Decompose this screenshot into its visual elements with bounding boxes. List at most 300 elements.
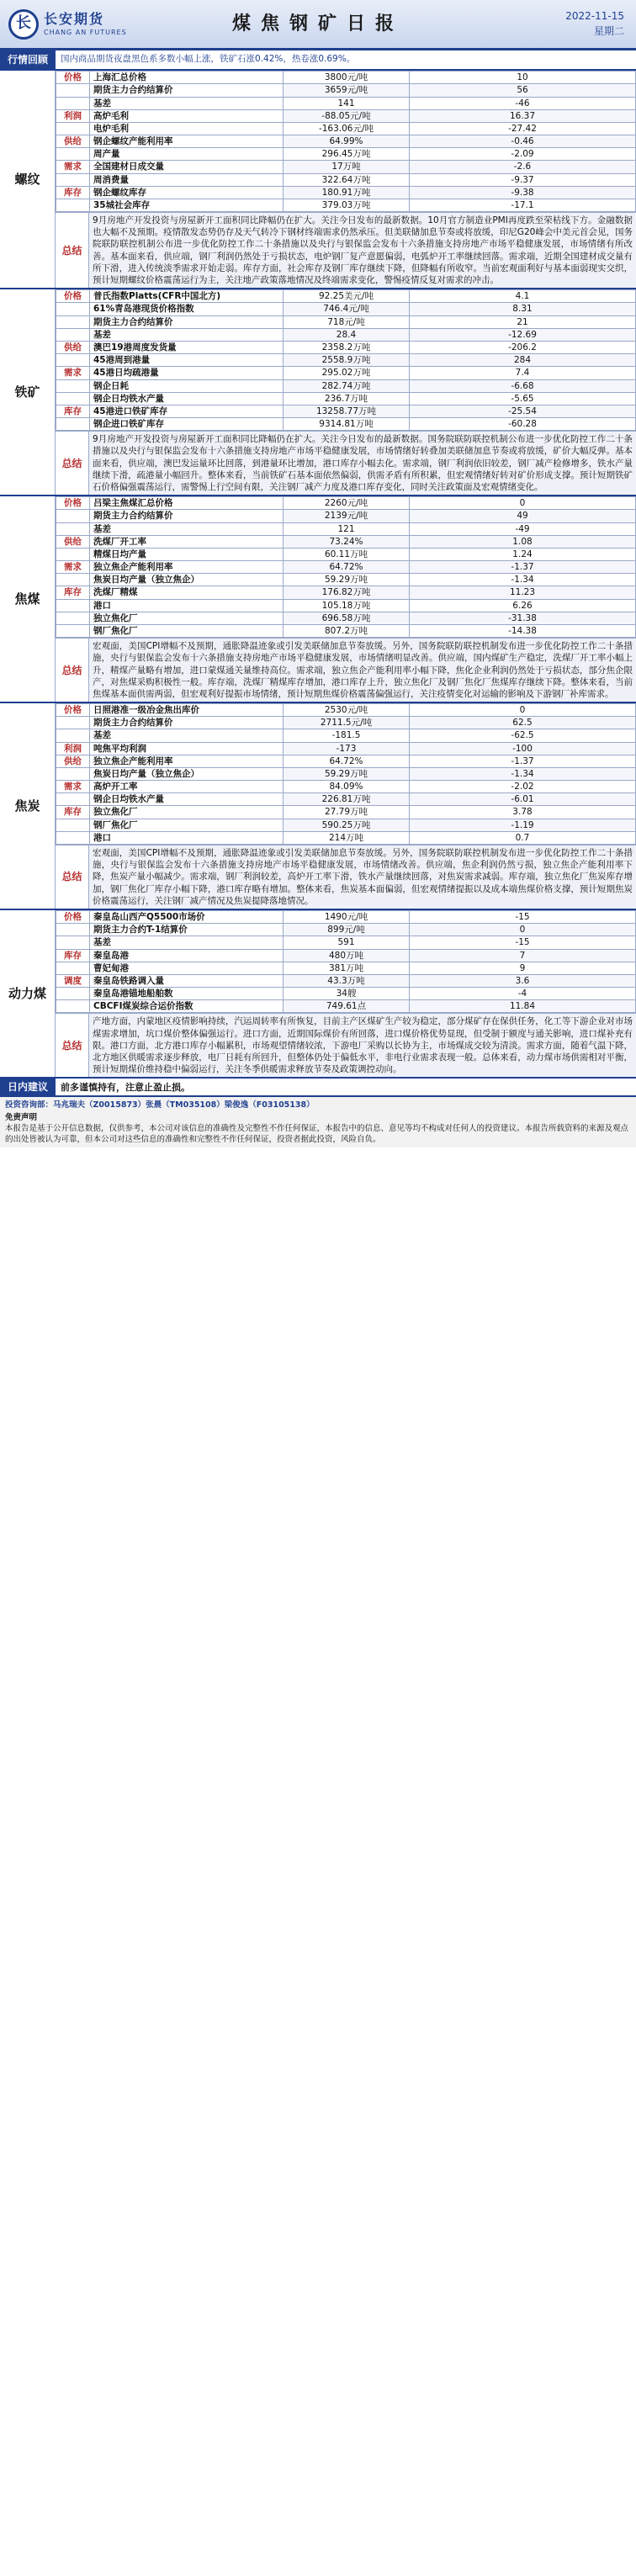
indicator-value: 591 <box>284 936 410 949</box>
indicator-change: -1.34 <box>410 767 636 780</box>
table-row <box>56 717 636 729</box>
row-group: 价格 <box>56 72 90 84</box>
row-group: 库存 <box>56 949 90 962</box>
row-group <box>56 354 90 367</box>
table-row <box>56 911 636 924</box>
row-group <box>56 122 90 135</box>
indicator-change: 6.26 <box>410 599 636 612</box>
intraday-advice-label: 日内建议 <box>0 1079 56 1095</box>
section-summary <box>56 212 636 288</box>
indicator-value: 696.58万吨 <box>284 612 410 624</box>
row-group <box>56 379 90 392</box>
weekday-text: 星期二 <box>593 25 624 37</box>
indicator-change: -4 <box>410 988 636 1000</box>
section-4 <box>0 910 636 1079</box>
table-row <box>56 497 636 510</box>
indicator-name: 基差 <box>90 729 284 742</box>
indicator-value: 322.64万吨 <box>284 173 410 186</box>
indicator-change: -14.38 <box>410 624 636 637</box>
indicator-name: 35城社会库存 <box>90 199 284 211</box>
date-text: 2022-11-15 <box>565 10 624 22</box>
row-group <box>56 793 90 806</box>
indicator-change: -62.5 <box>410 729 636 742</box>
table-row <box>56 949 636 962</box>
intraday-advice <box>0 1079 636 1097</box>
indicator-name: CBCFI煤炭综合运价指数 <box>90 1000 284 1013</box>
table-row <box>56 161 636 173</box>
indicator-change: -5.65 <box>410 392 636 405</box>
row-group <box>56 315 90 328</box>
indicator-value: 2260元/吨 <box>284 497 410 510</box>
indicator-change: -100 <box>410 742 636 755</box>
row-group: 供给 <box>56 755 90 767</box>
table-row <box>56 742 636 755</box>
table-row <box>56 988 636 1000</box>
indicator-value: 746.4元/吨 <box>284 303 410 315</box>
table-row <box>56 586 636 599</box>
indicator-value: 296.45万吨 <box>284 148 410 161</box>
section-0 <box>0 71 636 289</box>
indicator-table <box>56 910 636 1013</box>
indicator-value: 236.7万吨 <box>284 392 410 405</box>
indicator-name: 秦皇岛港锚地船舶数 <box>90 988 284 1000</box>
table-row <box>56 574 636 586</box>
section-3 <box>0 703 636 910</box>
indicator-value: 3659元/吨 <box>284 84 410 97</box>
indicator-change: -9.38 <box>410 186 636 199</box>
indicator-table <box>56 289 636 431</box>
row-group: 价格 <box>56 497 90 510</box>
indicator-name: 45港日均疏港量 <box>90 367 284 379</box>
indicator-value: 2358.2万吨 <box>284 341 410 353</box>
indicator-value: 13258.77万吨 <box>284 405 410 417</box>
table-row <box>56 354 636 367</box>
indicator-value: 27.79万吨 <box>284 806 410 819</box>
indicator-change: -6.68 <box>410 379 636 392</box>
table-row <box>56 974 636 987</box>
indicator-value: 749.61点 <box>284 1000 410 1013</box>
table-row <box>56 418 636 431</box>
report-title: 煤焦钢矿日报 <box>231 13 404 34</box>
section-name: 螺纹 <box>0 71 56 288</box>
summary-label: 总结 <box>56 639 89 702</box>
indicator-value: 899元/吨 <box>284 924 410 936</box>
section-name: 焦炭 <box>0 703 56 909</box>
indicator-change: -15 <box>410 936 636 949</box>
indicator-value: 105.18万吨 <box>284 599 410 612</box>
indicator-change: 62.5 <box>410 717 636 729</box>
indicator-name: 高炉开工率 <box>90 781 284 793</box>
indicator-change: 8.31 <box>410 303 636 315</box>
indicator-name: 电炉毛利 <box>90 122 284 135</box>
table-row <box>56 290 636 303</box>
indicator-name: 钢企进口铁矿库存 <box>90 418 284 431</box>
indicator-value: 379.03万吨 <box>284 199 410 211</box>
table-row <box>56 819 636 831</box>
table-row <box>56 561 636 574</box>
summary-text: 宏观面，美国CPI增幅不及预期，通胀降温迹象或引发美联储加息节奏放缓。另外，国务院联防联控机制发布进一步优化防控工作二十条措施，央行与银保监会发布十六条措施支持房地产市场平稳健康发展，市场情绪改善。供应端，焦企利润仍然亏损，独立焦企产能利用率下降，焦炭产量小幅减少。需求端，钢厂利润较差，高炉开工率下滑，铁水产量继续回落，对焦炭需求减弱。库存端，独立焦化厂焦炭库存增加，钢厂焦化厂库存小幅下降，港口库存略有增加。整体来看，焦炭基本面偏弱，但宏观情绪提振以及成本端焦煤价格支撑，预计短期焦炭价格震荡运行，关注钢厂减产情况及焦炭提降落地情况。 <box>89 845 636 909</box>
table-row <box>56 392 636 405</box>
indicator-change: -17.1 <box>410 199 636 211</box>
indicator-change: 0 <box>410 497 636 510</box>
row-group <box>56 962 90 974</box>
indicator-value: -181.5 <box>284 729 410 742</box>
summary-text: 产地方面，内蒙地区疫情影响持续，汽运周转率有所恢复，目前主产区煤矿生产较为稳定，部分煤矿存在保供任务，化工等下游企业对市场煤需求增加，坑口煤价整体偏强运行。进口方面，近期国际煤价有所回落，进口煤价格优势显现，但受制于额度与通关影响，进口煤补充有限。港口方面，北方港口库存小幅累积，市场观望情绪较浓，下游电厂采购以长协为主，市场煤成交较为清淡。需求方面，随着气温下降，北方地区供暖需求逐步释放，电厂日耗有所回升，但整体仍处于偏低水平，非电行业需求表现一般。总体来看，动力煤市场供需相对平衡，预计短期煤价维持稳中偏弱运行，关注冬季供暖需求释放节奏及政策调控动向。 <box>89 1014 636 1077</box>
table-row <box>56 510 636 522</box>
row-group <box>56 831 90 844</box>
table-row <box>56 831 636 844</box>
indicator-name: 焦炭日均产量（独立焦企） <box>90 574 284 586</box>
indicator-change: -46 <box>410 97 636 109</box>
indicator-change: -0.46 <box>410 135 636 148</box>
indicator-change: -9.37 <box>410 173 636 186</box>
indicator-change: 0 <box>410 704 636 717</box>
indicator-value: 176.82万吨 <box>284 586 410 599</box>
indicator-value: 17万吨 <box>284 161 410 173</box>
indicator-name: 上海汇总价格 <box>90 72 284 84</box>
row-group <box>56 767 90 780</box>
indicator-name: 基差 <box>90 328 284 341</box>
indicator-name: 秦皇岛山西产Q5500市场价 <box>90 911 284 924</box>
table-row <box>56 704 636 717</box>
row-group <box>56 199 90 211</box>
section-summary <box>56 431 636 495</box>
indicator-value: 718元/吨 <box>284 315 410 328</box>
indicator-name: 周产量 <box>90 148 284 161</box>
indicator-value: 9314.81万吨 <box>284 418 410 431</box>
row-group: 供给 <box>56 341 90 353</box>
intraday-advice-text: 前多谨慎持有，注意止盈止损。 <box>61 1082 190 1094</box>
disclaimer-title: 免责声明 <box>5 1113 38 1123</box>
indicator-name: 钢企日均铁水产量 <box>90 392 284 405</box>
row-group <box>56 97 90 109</box>
indicator-change: -2.6 <box>410 161 636 173</box>
indicator-name: 港口 <box>90 831 284 844</box>
indicator-name: 期货主力合约T-1结算价 <box>90 924 284 936</box>
report-footer <box>0 1097 636 1148</box>
summary-label: 总结 <box>56 845 89 909</box>
indicator-name: 港口 <box>90 599 284 612</box>
indicator-name: 61%青岛港现货价格指数 <box>90 303 284 315</box>
indicator-value: 214万吨 <box>284 831 410 844</box>
indicator-value: 64.72% <box>284 755 410 767</box>
table-row <box>56 806 636 819</box>
indicator-change: -15 <box>410 911 636 924</box>
indicator-value: 2139元/吨 <box>284 510 410 522</box>
report-header <box>0 0 636 50</box>
indicator-change: -49 <box>410 522 636 535</box>
indicator-name: 独立焦企产能利用率 <box>90 561 284 574</box>
indicator-change: 10 <box>410 72 636 84</box>
indicator-name: 钢企日耗 <box>90 379 284 392</box>
indicator-name: 期货主力合约结算价 <box>90 717 284 729</box>
table-row <box>56 793 636 806</box>
table-row <box>56 755 636 767</box>
logo-name-en: CHANG AN FUTURES <box>44 28 127 36</box>
market-review <box>0 50 636 71</box>
indicator-change: -2.09 <box>410 148 636 161</box>
row-group <box>56 148 90 161</box>
indicator-change: -12.69 <box>410 328 636 341</box>
market-review-label: 行情回顾 <box>0 50 56 69</box>
row-group <box>56 717 90 729</box>
row-group <box>56 819 90 831</box>
commodity-sections <box>0 71 636 1079</box>
row-group: 价格 <box>56 290 90 303</box>
summary-label: 总结 <box>56 1014 89 1077</box>
table-row <box>56 1000 636 1013</box>
indicator-change: 1.24 <box>410 548 636 560</box>
indicator-name: 钢企日均铁水产量 <box>90 793 284 806</box>
table-row <box>56 599 636 612</box>
contact-line: 投资咨询部：马兆瑞夫（Z0015873）张晨（TM035108）梁俊逸（F03105138） <box>5 1100 315 1110</box>
section-2 <box>0 496 636 703</box>
indicator-change: -1.37 <box>410 561 636 574</box>
indicator-name: 基差 <box>90 522 284 535</box>
indicator-name: 曹妃甸港 <box>90 962 284 974</box>
indicator-change: 16.37 <box>410 109 636 122</box>
indicator-value: -173 <box>284 742 410 755</box>
table-row <box>56 328 636 341</box>
indicator-change: 11.84 <box>410 1000 636 1013</box>
indicator-value: 295.02万吨 <box>284 367 410 379</box>
row-group <box>56 1000 90 1013</box>
row-group <box>56 924 90 936</box>
indicator-change: 7 <box>410 949 636 962</box>
indicator-change: 21 <box>410 315 636 328</box>
table-row <box>56 936 636 949</box>
indicator-value: 381万吨 <box>284 962 410 974</box>
indicator-change: 0.7 <box>410 831 636 844</box>
indicator-value: 480万吨 <box>284 949 410 962</box>
indicator-table <box>56 496 636 638</box>
row-group: 调度 <box>56 974 90 987</box>
table-row <box>56 303 636 315</box>
indicator-change: -25.54 <box>410 405 636 417</box>
indicator-table <box>56 703 636 845</box>
indicator-name: 精煤日均产量 <box>90 548 284 560</box>
row-group: 库存 <box>56 186 90 199</box>
indicator-name: 吨焦平均利润 <box>90 742 284 755</box>
indicator-value: -88.05元/吨 <box>284 109 410 122</box>
row-group <box>56 936 90 949</box>
indicator-name: 周消费量 <box>90 173 284 186</box>
row-group: 供给 <box>56 135 90 148</box>
indicator-value: 1490元/吨 <box>284 911 410 924</box>
report-date <box>565 8 624 39</box>
row-group: 需求 <box>56 161 90 173</box>
summary-text: 9月房地产开发投资与房屋新开工面积同比降幅仍在扩大。关注今日发布的最新数据。国务院联防联控机制公布进一步优化防控工作二十条措施以及央行与银保监会发布十六条措施支持房地产市场平稳健康发展，市场情绪好转叠加美联储加息节奏或将放缓，矿价大幅反弹。基本面来看，供应端，澳巴发运量环比回落，到港量环比增加，港口库存小幅去化。需求端，钢厂利润依旧较差，钢厂减产检修增多，铁水产量继续下滑，疏港量小幅回升。整体来看，当前铁矿石基本面依然偏弱，供需矛盾有所积累，但宏观情绪好转对矿价形成支撑。预计短期铁矿石价格偏强震荡运行，需警惕上行空间有限，关注钢厂减产力度及港口库存变化，同时关注政策面及宏观情绪变化。 <box>89 432 636 495</box>
section-summary <box>56 638 636 702</box>
indicator-change: -31.38 <box>410 612 636 624</box>
row-group: 利润 <box>56 109 90 122</box>
indicator-name: 秦皇岛铁路调入量 <box>90 974 284 987</box>
indicator-value: 59.29万吨 <box>284 767 410 780</box>
indicator-change: 4.1 <box>410 290 636 303</box>
table-row <box>56 781 636 793</box>
row-group: 需求 <box>56 367 90 379</box>
summary-text: 宏观面，美国CPI增幅不及预期，通胀降温迹象或引发美联储加息节奏放缓。另外，国务院联防联控机制发布进一步优化防控工作二十条措施，央行与银保监会发布十六条措施支持房地产市场平稳健康发展，市场情绪明显改善。供应端，国内煤矿生产稳定，洗煤厂开工率小幅上升，精煤产量略有增加，进口蒙煤通关量维持高位。需求端，独立焦企产能利用率小幅下降，焦化企业利润仍然处于亏损状态，部分焦企限产，对焦煤采购积极性一般。库存端，洗煤厂精煤库存增加，港口库存上升，独立焦化厂及钢厂焦化厂焦煤库存继续下降。整体来看，当前焦煤基本面供需两弱，但宏观利好提振市场情绪，预计短期焦煤价格震荡偏强运行，关注疫情变化对运输的影响及下游钢厂补库需求。 <box>89 639 636 702</box>
table-row <box>56 148 636 161</box>
row-group <box>56 328 90 341</box>
table-row <box>56 122 636 135</box>
table-row <box>56 173 636 186</box>
indicator-name: 澳巴19港周度发货量 <box>90 341 284 353</box>
logo-name-cn: 长安期货 <box>44 11 105 28</box>
table-row <box>56 535 636 548</box>
table-row <box>56 612 636 624</box>
table-row <box>56 72 636 84</box>
indicator-name: 洗煤厂精煤 <box>90 586 284 599</box>
indicator-name: 吕梁主焦煤汇总价格 <box>90 497 284 510</box>
indicator-name: 普氏指数Platts(CFR中国北方) <box>90 290 284 303</box>
table-row <box>56 315 636 328</box>
indicator-value: 92.25美元/吨 <box>284 290 410 303</box>
indicator-value: 2530元/吨 <box>284 704 410 717</box>
disclaimer-text: 本报告是基于公开信息数据，仅供参考，本公司对该信息的准确性及完整性不作任何保证，本报告中的信息、意见等均不构成对任何人的投资建议。本报告所载资料的来源及观点的出处皆被认为可靠，但本公司对这些信息的准确性和完整性不作任何保证，投资者据此投资，风险自负。 <box>5 1124 629 1145</box>
market-review-text: 国内商品期货夜盘黑色系多数小幅上涨，铁矿石涨0.42%，热卷涨0.69%。 <box>61 54 356 64</box>
table-row <box>56 379 636 392</box>
table-row <box>56 767 636 780</box>
row-group <box>56 729 90 742</box>
indicator-value: 180.91万吨 <box>284 186 410 199</box>
table-row <box>56 135 636 148</box>
indicator-change: -6.01 <box>410 793 636 806</box>
indicator-change: 56 <box>410 84 636 97</box>
row-group: 需求 <box>56 781 90 793</box>
table-row <box>56 924 636 936</box>
indicator-value: 2558.9万吨 <box>284 354 410 367</box>
row-group <box>56 392 90 405</box>
table-row <box>56 341 636 353</box>
indicator-name: 期货主力合约结算价 <box>90 315 284 328</box>
indicator-name: 全国建材日成交量 <box>90 161 284 173</box>
indicator-name: 45港进口铁矿库存 <box>90 405 284 417</box>
section-summary <box>56 1013 636 1077</box>
row-group <box>56 418 90 431</box>
indicator-value: 141 <box>284 97 410 109</box>
row-group <box>56 599 90 612</box>
table-row <box>56 962 636 974</box>
section-name: 动力煤 <box>0 910 56 1077</box>
table-row <box>56 84 636 97</box>
table-row <box>56 199 636 211</box>
table-row <box>56 624 636 637</box>
row-group: 库存 <box>56 405 90 417</box>
indicator-change: 3.78 <box>410 806 636 819</box>
row-group: 利润 <box>56 742 90 755</box>
indicator-change: 7.4 <box>410 367 636 379</box>
row-group <box>56 303 90 315</box>
indicator-name: 秦皇岛港 <box>90 949 284 962</box>
indicator-value: 59.29万吨 <box>284 574 410 586</box>
indicator-change: -206.2 <box>410 341 636 353</box>
indicator-change: 0 <box>410 924 636 936</box>
indicator-name: 独立焦化厂 <box>90 806 284 819</box>
section-name: 铁矿 <box>0 289 56 495</box>
indicator-name: 期货主力合约结算价 <box>90 510 284 522</box>
indicator-value: 590.25万吨 <box>284 819 410 831</box>
row-group <box>56 173 90 186</box>
indicator-value: 121 <box>284 522 410 535</box>
row-group: 供给 <box>56 535 90 548</box>
row-group: 需求 <box>56 561 90 574</box>
row-group: 价格 <box>56 911 90 924</box>
section-name: 焦煤 <box>0 496 56 702</box>
indicator-value: 73.24% <box>284 535 410 548</box>
table-row <box>56 548 636 560</box>
indicator-value: 807.2万吨 <box>284 624 410 637</box>
table-row <box>56 729 636 742</box>
indicator-value: -163.06元/吨 <box>284 122 410 135</box>
indicator-name: 独立焦化厂 <box>90 612 284 624</box>
indicator-name: 独立焦企产能利用率 <box>90 755 284 767</box>
indicator-name: 基差 <box>90 936 284 949</box>
section-1 <box>0 289 636 496</box>
row-group: 库存 <box>56 586 90 599</box>
row-group <box>56 612 90 624</box>
indicator-change: 1.08 <box>410 535 636 548</box>
indicator-value: 60.11万吨 <box>284 548 410 560</box>
indicator-change: -1.19 <box>410 819 636 831</box>
indicator-change: -60.28 <box>410 418 636 431</box>
indicator-change: 49 <box>410 510 636 522</box>
indicator-value: 43.3万吨 <box>284 974 410 987</box>
row-group <box>56 548 90 560</box>
daily-report <box>0 0 636 1148</box>
indicator-name: 基差 <box>90 97 284 109</box>
table-row <box>56 522 636 535</box>
indicator-change: -2.02 <box>410 781 636 793</box>
indicator-change: 9 <box>410 962 636 974</box>
row-group <box>56 574 90 586</box>
indicator-change: 284 <box>410 354 636 367</box>
table-row <box>56 109 636 122</box>
indicator-name: 焦炭日均产量（独立焦企） <box>90 767 284 780</box>
indicator-value: 34艘 <box>284 988 410 1000</box>
indicator-value: 64.99% <box>284 135 410 148</box>
row-group: 库存 <box>56 806 90 819</box>
row-group <box>56 522 90 535</box>
row-group <box>56 624 90 637</box>
indicator-change: -27.42 <box>410 122 636 135</box>
row-group <box>56 510 90 522</box>
indicator-value: 84.09% <box>284 781 410 793</box>
indicator-value: 282.74万吨 <box>284 379 410 392</box>
row-group <box>56 84 90 97</box>
summary-label: 总结 <box>56 213 89 288</box>
row-group <box>56 988 90 1000</box>
indicator-name: 钢企螺纹产能利用率 <box>90 135 284 148</box>
indicator-value: 2711.5元/吨 <box>284 717 410 729</box>
indicator-change: 3.6 <box>410 974 636 987</box>
indicator-name: 钢企螺纹库存 <box>90 186 284 199</box>
indicator-change: -1.34 <box>410 574 636 586</box>
indicator-value: 226.81万吨 <box>284 793 410 806</box>
indicator-value: 64.72% <box>284 561 410 574</box>
row-group: 价格 <box>56 704 90 717</box>
summary-text: 9月房地产开发投资与房屋新开工面积同比降幅仍在扩大。关注今日发布的最新数据。10月官方制造业PMI再度跌至荣枯线下方。金融数据也大幅不及预期。疫情散发态势仍存及天气转冷下钢材终端需求仍然承压。但美联储加息节奏或将放缓，印尼G20峰会中美元首会见，国务院联防联控机制公布进一步优化防控工作二十条措施以及央行与银保监会发布十六条措施支持房地产市场平稳健康发展，市场情绪有所改善。基本面来看，供应端，钢厂利润仍然处于亏损状态，电炉钢厂复产意愿偏弱，电弧炉开工率继续回落。需求端，近期全国建材成交量有所下滑，进入传统淡季需求开始走弱。库存方面，社会库存及钢厂库存继续下降，但降幅有所收窄。当前宏观面利好与基本面弱现实交织，预计短期螺纹价格震荡运行为主，关注地产政策落地情况及终端需求变化，警惕疫情反复对需求的冲击。 <box>89 213 636 288</box>
indicator-change: -1.37 <box>410 755 636 767</box>
indicator-name: 日照港准一级冶金焦出库价 <box>90 704 284 717</box>
section-summary <box>56 845 636 909</box>
indicator-table <box>56 71 636 212</box>
table-row <box>56 405 636 417</box>
indicator-value: 3800元/吨 <box>284 72 410 84</box>
indicator-value: 28.4 <box>284 328 410 341</box>
indicator-name: 钢厂焦化厂 <box>90 819 284 831</box>
table-row <box>56 186 636 199</box>
